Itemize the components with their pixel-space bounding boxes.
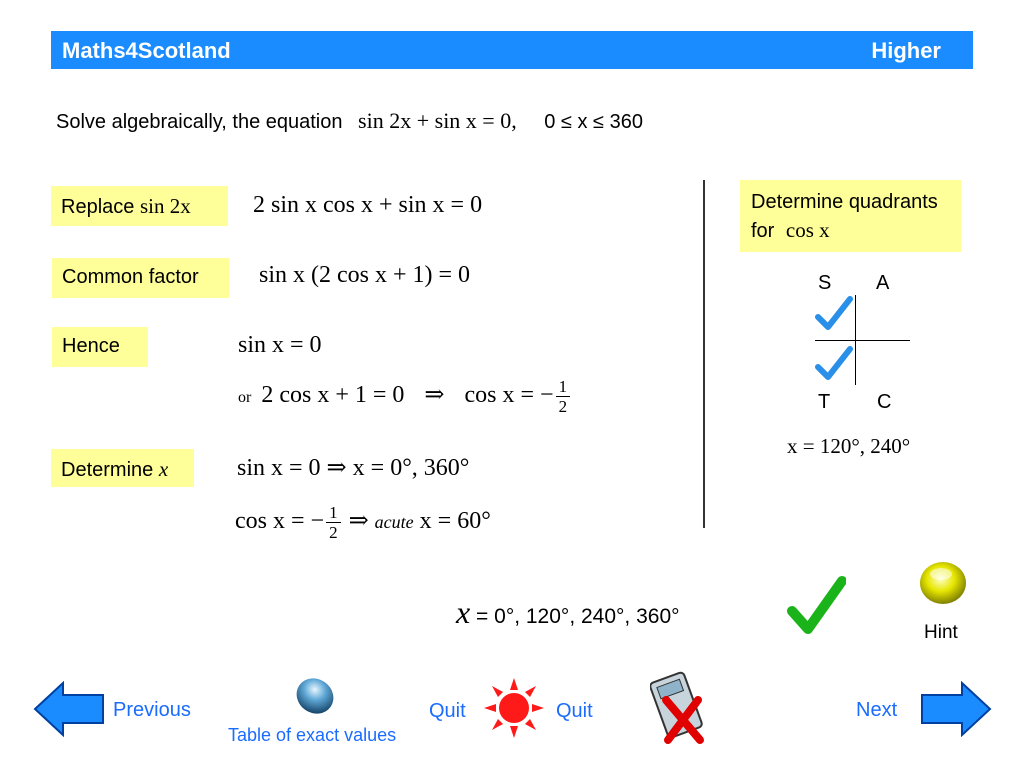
quadrants-label bbox=[740, 180, 961, 252]
replace-label-text: Replace bbox=[61, 196, 135, 218]
question-range: 0 ≤ x ≤ 360 bbox=[544, 111, 643, 133]
hint-label[interactable]: Hint bbox=[924, 622, 958, 643]
hence-math-1: sin x = 0 bbox=[238, 332, 322, 358]
question-equation: sin 2x + sin x = 0, bbox=[358, 108, 517, 133]
quit-link-left[interactable]: Quit bbox=[429, 700, 466, 722]
arrow-right-icon bbox=[922, 683, 990, 735]
previous-arrow-button[interactable] bbox=[33, 681, 105, 737]
quadrant-s: S bbox=[818, 272, 832, 294]
previous-link[interactable]: Previous bbox=[113, 699, 191, 721]
replace-label-math: sin 2x bbox=[139, 194, 191, 218]
determine-label-math: x bbox=[158, 457, 169, 481]
vertical-divider bbox=[703, 180, 705, 528]
title-bar bbox=[51, 31, 973, 69]
quadrants-title: Determine quadrants bbox=[751, 191, 938, 213]
frac-numerator: 1 bbox=[556, 377, 571, 397]
hence-math-2 bbox=[238, 377, 572, 416]
frac-denominator: 2 bbox=[558, 397, 568, 416]
hint-button[interactable] bbox=[917, 558, 969, 608]
determine-math-2 bbox=[235, 503, 491, 542]
next-arrow-button[interactable] bbox=[920, 681, 992, 737]
quadrants-result: x = 120°, 240° bbox=[787, 434, 911, 458]
check-mark-icon bbox=[814, 295, 854, 335]
quadrant-axis-horizontal bbox=[815, 340, 910, 341]
quadrants-for bbox=[751, 216, 950, 245]
common-factor-math: sin x (2 cos x + 1) = 0 bbox=[259, 262, 471, 288]
no-calculator-icon bbox=[650, 672, 703, 740]
frac-denominator-2: 2 bbox=[329, 523, 338, 542]
answer-values: = 0°, 120°, 240°, 360° bbox=[470, 605, 680, 628]
table-of-values-button[interactable] bbox=[292, 676, 338, 716]
common-factor-label-text: Common factor bbox=[62, 266, 199, 288]
calculator-button[interactable] bbox=[650, 670, 712, 746]
determine-math-2-left: cos x = − bbox=[235, 508, 325, 535]
replace-label bbox=[51, 186, 228, 226]
question-prompt: Solve algebraically, the equation bbox=[56, 111, 343, 133]
next-link[interactable]: Next bbox=[856, 699, 898, 721]
arrow-left-icon bbox=[35, 683, 103, 735]
answer-x: x bbox=[456, 594, 471, 630]
hence-label-text: Hence bbox=[62, 335, 120, 357]
check-mark-icon bbox=[786, 575, 846, 637]
determine-math-1: sin x = 0 ⇒ x = 0°, 360° bbox=[237, 455, 470, 481]
hence-label bbox=[52, 327, 148, 367]
fraction-half-2 bbox=[326, 503, 341, 542]
implies-arrow: ⇒ bbox=[424, 382, 445, 409]
sun-icon bbox=[484, 678, 544, 738]
quadrant-axis-vertical bbox=[855, 295, 856, 385]
brand-title: Maths4Scotland bbox=[62, 38, 231, 63]
hence-math-2-right: cos x = − bbox=[464, 382, 554, 409]
table-of-values-link[interactable]: Table of exact values bbox=[228, 725, 397, 745]
quadrants-for-math: cos x bbox=[785, 218, 830, 242]
quit-link-right[interactable]: Quit bbox=[556, 700, 593, 722]
question bbox=[56, 108, 643, 134]
hence-math-2-left: 2 cos x + 1 = 0 bbox=[261, 382, 405, 409]
quadrant-c: C bbox=[877, 391, 892, 413]
quit-button[interactable] bbox=[482, 676, 546, 740]
determine-x-label bbox=[51, 449, 194, 487]
or-text: or bbox=[238, 389, 252, 407]
replace-math: 2 sin x cos x + sin x = 0 bbox=[253, 192, 483, 218]
final-answer bbox=[456, 594, 680, 631]
blue-bead-icon bbox=[292, 676, 338, 716]
acute-text: acute bbox=[374, 512, 414, 533]
for-text: for bbox=[751, 220, 775, 242]
fraction-half bbox=[556, 377, 571, 416]
implies-arrow-2: ⇒ bbox=[348, 508, 369, 535]
quadrant-a: A bbox=[876, 272, 890, 294]
check-mark-icon bbox=[814, 345, 854, 385]
common-factor-label bbox=[52, 258, 229, 298]
quadrant-t: T bbox=[818, 391, 831, 413]
frac-numerator-2: 1 bbox=[326, 503, 341, 523]
determine-label-text: Determine bbox=[61, 459, 154, 481]
determine-math-2-right: x = 60° bbox=[419, 508, 491, 535]
level-title: Higher bbox=[871, 38, 941, 63]
